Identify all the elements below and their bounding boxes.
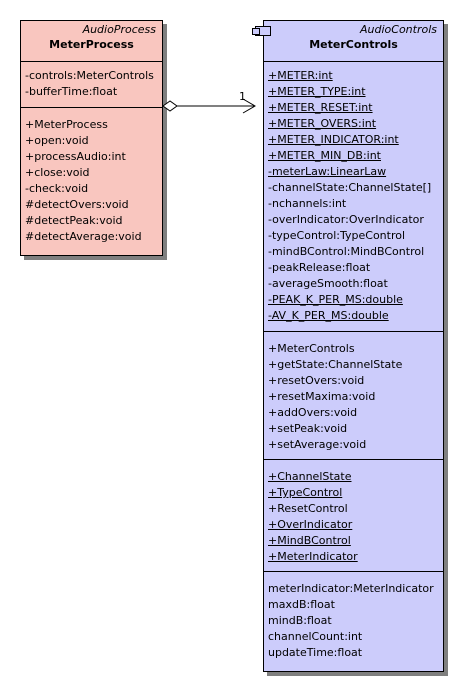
inner-class-row: +MeterIndicator [268,550,358,563]
attribute-row: -averageSmooth:float [268,277,388,290]
attribute-row: +METER:int [268,69,333,82]
operation-row: +setPeak:void [268,422,348,435]
attribute-row: -mindBControl:MindBControl [268,245,425,258]
operation-row: +open:void [25,134,89,147]
property-row: meterIndicator:MeterIndicator [268,582,434,595]
inner-class-row: +ResetControl [268,502,348,515]
operation-row: +resetOvers:void [268,374,365,387]
operation-row: +setAverage:void [268,438,367,451]
operation-row: +MeterProcess [25,118,108,131]
attribute-row: -channelState:ChannelState[] [268,181,432,194]
property-row: maxdB:float [268,598,335,611]
operation-row: #detectAverage:void [25,230,142,243]
attribute-row: -PEAK_K_PER_MS:double [268,293,403,306]
meter-controls-name: MeterControls [309,38,398,51]
meter-process-stereotype: AudioProcess [82,23,156,36]
attribute-row: +METER_INDICATOR:int [268,133,399,146]
attribute-row: -bufferTime:float [25,85,118,98]
meter-controls-stereotype: AudioControls [360,23,437,36]
attribute-row: -typeControl:TypeControl [268,229,406,242]
aggregation-diamond [163,101,177,111]
multiplicity-label: 1 [239,90,246,103]
attribute-row: -AV_K_PER_MS:double [268,309,389,322]
meter-process-name: MeterProcess [49,38,134,51]
inner-class-row: +ChannelState [268,470,352,483]
attribute-row: +METER_RESET:int [268,101,373,114]
attribute-row: -peakRelease:float [268,261,371,274]
attribute-row: +METER_MIN_DB:int [268,149,381,162]
operation-row: +MeterControls [268,342,355,355]
operation-row: +close:void [25,166,90,179]
operation-row: -check:void [25,182,89,195]
inner-class-row: +TypeControl [268,486,343,499]
attribute-row: -meterLaw:LinearLaw [268,165,387,178]
inner-class-row: +MindBControl [268,534,351,547]
attribute-row: -nchannels:int [268,197,347,210]
operation-row: +processAudio:int [25,150,126,163]
attribute-row: +METER_OVERS:int [268,117,377,130]
operation-row: +addOvers:void [268,406,358,419]
inner-class-row: +OverIndicator [268,518,353,531]
property-row: updateTime:float [268,646,363,659]
operation-row: +getState:ChannelState [268,358,403,371]
attribute-row: -controls:MeterControls [25,69,154,82]
operation-row: #detectPeak:void [25,214,123,227]
attribute-row: +METER_TYPE:int [268,85,366,98]
property-row: mindB:float [268,614,332,627]
property-row: channelCount:int [268,630,363,643]
operation-row: #detectOvers:void [25,198,129,211]
operation-row: +resetMaxima:void [268,390,376,403]
attribute-row: -overIndicator:OverIndicator [268,213,424,226]
